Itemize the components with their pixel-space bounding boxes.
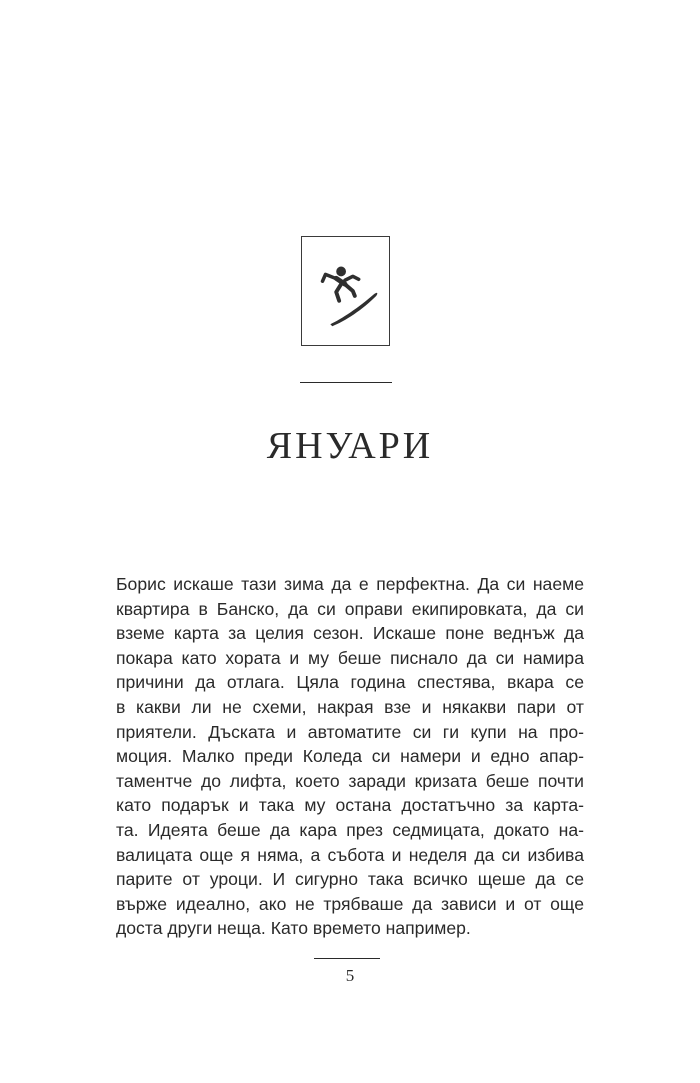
text-line: причини да отлага. Цяла година спестява, вкара се [116,672,584,693]
text-line: покара като хората и му беше писнало да си намира [116,647,584,668]
text-line: таментче до лифта, което заради кризата беше почти [116,770,584,791]
text-line: доста други неща. Като времето например. [116,918,471,939]
text-line: моция. Малко преди Коледа си намери и едно апар- [116,746,584,767]
text-line: в какви ли не схеми, накрая взе и някакви пари от [116,696,584,717]
text-line: Борис искаше тази зима да е перфектна. Да си наеме [116,574,584,594]
title-divider [300,382,392,383]
footer-divider [314,958,380,959]
body-paragraph [116,572,584,941]
chapter-emblem [301,236,390,346]
text-line: квартира в Банско, да си оправи екипировката, да си [116,598,584,619]
chapter-title: ЯНУАРИ [266,425,434,467]
text-line: та. Идеята беше да кара през седмицата, докато на- [116,819,584,840]
text-line: вземе карта за целия сезон. Искаше поне веднъж да [116,623,584,644]
text-line: като подарък и така му остана достатъчно за карта- [116,795,584,816]
text-line: върже идеално, ако не трябваше да зависи и от още [116,893,584,914]
text-line: парите от уроци. И сигурно така всичко щеше да се [116,869,584,890]
snowboarder-icon [302,237,389,345]
text-line: приятели. Дъската и автоматите си ги купи на про- [116,721,584,742]
text-line: валицата още я няма, а събота и неделя да си избива [116,844,584,865]
page-number: 5 [345,966,355,985]
